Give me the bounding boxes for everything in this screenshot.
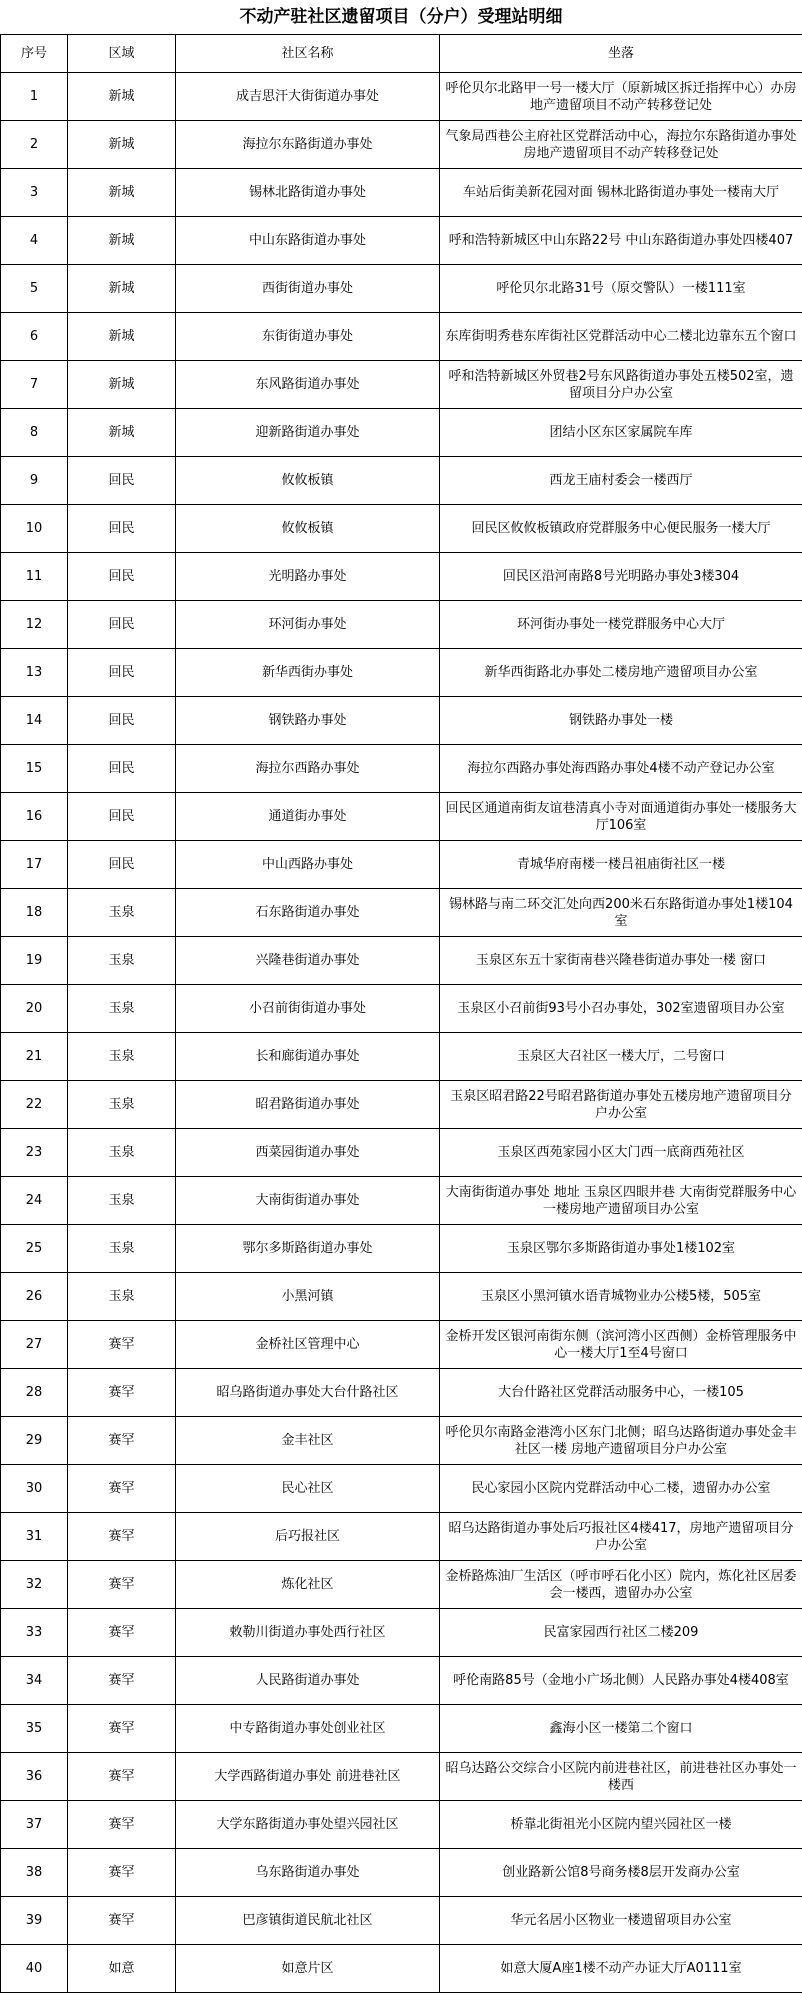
cell-index: 12 — [1, 601, 68, 649]
cell-community: 成吉思汗大街街道办事处 — [176, 73, 440, 121]
table-row — [1, 361, 802, 409]
cell-district: 回民 — [68, 649, 176, 697]
table-row — [1, 745, 802, 793]
cell-community: 人民路街道办事处 — [176, 1657, 440, 1705]
cell-index: 19 — [1, 937, 68, 985]
cell-community: 敕勒川街道办事处西行社区 — [176, 1609, 440, 1657]
table-row — [1, 1273, 802, 1321]
station-table — [0, 34, 802, 1993]
cell-address: 华元名居小区物业一楼遗留项目办公室 — [440, 1897, 802, 1945]
table-row — [1, 1177, 802, 1225]
page-title: 不动产驻社区遗留项目（分户）受理站明细 — [239, 7, 563, 27]
cell-address: 如意大厦A座1楼不动产办证大厅A0111室 — [440, 1945, 802, 1993]
cell-district: 玉泉 — [68, 1081, 176, 1129]
table-row — [1, 121, 802, 169]
cell-district: 赛罕 — [68, 1369, 176, 1417]
cell-index: 26 — [1, 1273, 68, 1321]
cell-district: 赛罕 — [68, 1513, 176, 1561]
table-row — [1, 505, 802, 553]
cell-district: 赛罕 — [68, 1321, 176, 1369]
cell-community: 环河街办事处 — [176, 601, 440, 649]
cell-index: 11 — [1, 553, 68, 601]
cell-district: 回民 — [68, 697, 176, 745]
cell-index: 15 — [1, 745, 68, 793]
cell-community: 乌东路街道办事处 — [176, 1849, 440, 1897]
cell-index: 13 — [1, 649, 68, 697]
cell-community: 昭君路街道办事处 — [176, 1081, 440, 1129]
table-row — [1, 73, 802, 121]
table-row — [1, 1033, 802, 1081]
cell-address: 呼伦贝尔北路31号（原交警队）一楼111室 — [440, 265, 802, 313]
cell-index: 39 — [1, 1897, 68, 1945]
cell-index: 27 — [1, 1321, 68, 1369]
cell-community: 金桥社区管理中心 — [176, 1321, 440, 1369]
cell-community: 中山西路办事处 — [176, 841, 440, 889]
cell-district: 新城 — [68, 409, 176, 457]
header-address: 坐落 — [440, 35, 802, 73]
cell-address: 东库街明秀巷东库街社区党群活动中心二楼北边靠东五个窗口 — [440, 313, 802, 361]
cell-index: 2 — [1, 121, 68, 169]
cell-community: 钢铁路办事处 — [176, 697, 440, 745]
cell-community: 石东路街道办事处 — [176, 889, 440, 937]
cell-district: 赛罕 — [68, 1753, 176, 1801]
cell-address: 回民区攸攸板镇政府党群服务中心便民服务一楼大厅 — [440, 505, 802, 553]
cell-index: 28 — [1, 1369, 68, 1417]
cell-district: 新城 — [68, 73, 176, 121]
cell-community: 大南街街道办事处 — [176, 1177, 440, 1225]
table-row — [1, 1321, 802, 1369]
cell-community: 东街街道办事处 — [176, 313, 440, 361]
cell-district: 赛罕 — [68, 1849, 176, 1897]
cell-address: 玉泉区鄂尔多斯路街道办事处1楼102室 — [440, 1225, 802, 1273]
cell-index: 25 — [1, 1225, 68, 1273]
table-row — [1, 601, 802, 649]
table-row — [1, 169, 802, 217]
table-row — [1, 1129, 802, 1177]
cell-address: 呼和浩特新城区外贸巷2号东风路街道办事处五楼502室，遗留项目分户办公室 — [440, 361, 802, 409]
cell-index: 37 — [1, 1801, 68, 1849]
table-row — [1, 1705, 802, 1753]
cell-district: 玉泉 — [68, 937, 176, 985]
cell-community: 攸攸板镇 — [176, 457, 440, 505]
cell-address: 昭乌达路公交综合小区院内前进巷社区，前进巷社区办事处一楼西 — [440, 1753, 802, 1801]
cell-index: 7 — [1, 361, 68, 409]
cell-address: 青城华府南楼一楼吕祖庙街社区一楼 — [440, 841, 802, 889]
cell-index: 36 — [1, 1753, 68, 1801]
cell-address: 钢铁路办事处一楼 — [440, 697, 802, 745]
cell-community: 鄂尔多斯路街道办事处 — [176, 1225, 440, 1273]
cell-address: 玉泉区昭君路22号昭君路街道办事处五楼房地产遗留项目分户办公室 — [440, 1081, 802, 1129]
table-row — [1, 841, 802, 889]
cell-index: 10 — [1, 505, 68, 553]
cell-index: 8 — [1, 409, 68, 457]
cell-address: 回民区沿河南路8号光明路办事处3楼304 — [440, 553, 802, 601]
cell-address: 呼伦贝尔南路金港湾小区东门北侧；昭乌达路街道办事处金丰社区一楼 房地产遗留项目分户办公室 — [440, 1417, 802, 1465]
cell-district: 赛罕 — [68, 1609, 176, 1657]
table-row — [1, 1369, 802, 1417]
cell-district: 玉泉 — [68, 1273, 176, 1321]
table-row — [1, 1897, 802, 1945]
cell-community: 光明路办事处 — [176, 553, 440, 601]
cell-community: 巴彦镇街道民航北社区 — [176, 1897, 440, 1945]
cell-index: 38 — [1, 1849, 68, 1897]
table-row — [1, 793, 802, 841]
table-row — [1, 1657, 802, 1705]
cell-index: 22 — [1, 1081, 68, 1129]
cell-index: 32 — [1, 1561, 68, 1609]
cell-index: 5 — [1, 265, 68, 313]
table-row — [1, 1081, 802, 1129]
cell-address: 大南街街道办事处 地址 玉泉区四眼井巷 大南街党群服务中心 一楼房地产遗留项目办公室 — [440, 1177, 802, 1225]
table-row — [1, 313, 802, 361]
cell-community: 东风路街道办事处 — [176, 361, 440, 409]
cell-community: 后巧报社区 — [176, 1513, 440, 1561]
cell-district: 赛罕 — [68, 1417, 176, 1465]
cell-district: 玉泉 — [68, 1129, 176, 1177]
cell-district: 回民 — [68, 745, 176, 793]
header-community: 社区名称 — [176, 35, 440, 73]
cell-address: 民心家园小区院内党群活动中心二楼，遗留办办公室 — [440, 1465, 802, 1513]
cell-district: 玉泉 — [68, 1033, 176, 1081]
cell-address: 玉泉区大召社区一楼大厅，二号窗口 — [440, 1033, 802, 1081]
table-row — [1, 1849, 802, 1897]
table-row — [1, 649, 802, 697]
cell-district: 回民 — [68, 553, 176, 601]
cell-address: 玉泉区小召前街93号小召办事处，302室遗留项目办公室 — [440, 985, 802, 1033]
cell-district: 新城 — [68, 121, 176, 169]
cell-district: 赛罕 — [68, 1561, 176, 1609]
cell-community: 海拉尔西路办事处 — [176, 745, 440, 793]
cell-index: 29 — [1, 1417, 68, 1465]
cell-community: 攸攸板镇 — [176, 505, 440, 553]
cell-address: 昭乌达路街道办事处后巧报社区4楼417，房地产遗留项目分户办公室 — [440, 1513, 802, 1561]
table-row — [1, 1561, 802, 1609]
cell-community: 兴隆巷街道办事处 — [176, 937, 440, 985]
table-row — [1, 1465, 802, 1513]
cell-district: 回民 — [68, 601, 176, 649]
cell-district: 新城 — [68, 265, 176, 313]
cell-community: 金丰社区 — [176, 1417, 440, 1465]
cell-district: 回民 — [68, 505, 176, 553]
cell-community: 中山东路街道办事处 — [176, 217, 440, 265]
cell-index: 30 — [1, 1465, 68, 1513]
cell-district: 新城 — [68, 169, 176, 217]
cell-district: 玉泉 — [68, 985, 176, 1033]
cell-community: 通道街办事处 — [176, 793, 440, 841]
cell-district: 玉泉 — [68, 1225, 176, 1273]
table-row — [1, 1801, 802, 1849]
cell-address: 气象局西巷公主府社区党群活动中心，海拉尔东路街道办事处房地产遗留项目不动产转移登记处 — [440, 121, 802, 169]
cell-address: 创业路新公馆8号商务楼8层开发商办公室 — [440, 1849, 802, 1897]
cell-index: 35 — [1, 1705, 68, 1753]
table-row — [1, 265, 802, 313]
table-row — [1, 553, 802, 601]
cell-community: 长和廊街道办事处 — [176, 1033, 440, 1081]
cell-community: 西菜园街道办事处 — [176, 1129, 440, 1177]
cell-district: 回民 — [68, 457, 176, 505]
cell-address: 玉泉区西苑家园小区大门西一底商西苑社区 — [440, 1129, 802, 1177]
table-row — [1, 985, 802, 1033]
table-row — [1, 409, 802, 457]
cell-index: 9 — [1, 457, 68, 505]
cell-address: 金桥开发区银河南街东侧（滨河湾小区西侧）金桥管理服务中心一楼大厅1至4号窗口 — [440, 1321, 802, 1369]
cell-address: 鑫海小区一楼第二个窗口 — [440, 1705, 802, 1753]
cell-community: 新华西街办事处 — [176, 649, 440, 697]
cell-address: 环河街办事处一楼党群服务中心大厅 — [440, 601, 802, 649]
cell-index: 3 — [1, 169, 68, 217]
cell-district: 如意 — [68, 1945, 176, 1993]
cell-address: 大台什路社区党群活动服务中心，一楼105 — [440, 1369, 802, 1417]
cell-address: 新华西街路北办事处二楼房地产遗留项目办公室 — [440, 649, 802, 697]
cell-index: 34 — [1, 1657, 68, 1705]
table-row — [1, 1513, 802, 1561]
table-row — [1, 1225, 802, 1273]
table-row — [1, 1753, 802, 1801]
cell-community: 中专路街道办事处创业社区 — [176, 1705, 440, 1753]
cell-district: 赛罕 — [68, 1465, 176, 1513]
cell-index: 31 — [1, 1513, 68, 1561]
cell-index: 18 — [1, 889, 68, 937]
cell-community: 小黑河镇 — [176, 1273, 440, 1321]
cell-index: 33 — [1, 1609, 68, 1657]
cell-address: 桥靠北街祖光小区院内望兴园社区一楼 — [440, 1801, 802, 1849]
cell-community: 锡林北路街道办事处 — [176, 169, 440, 217]
cell-community: 如意片区 — [176, 1945, 440, 1993]
cell-address: 海拉尔西路办事处海西路办事处4楼不动产登记办公室 — [440, 745, 802, 793]
cell-index: 23 — [1, 1129, 68, 1177]
cell-district: 玉泉 — [68, 889, 176, 937]
cell-address: 西龙王庙村委会一楼西厅 — [440, 457, 802, 505]
cell-address: 回民区通道南街友谊巷清真小寺对面通道街办事处一楼服务大厅106室 — [440, 793, 802, 841]
cell-district: 赛罕 — [68, 1657, 176, 1705]
cell-index: 17 — [1, 841, 68, 889]
cell-address: 团结小区东区家属院车库 — [440, 409, 802, 457]
cell-community: 西街街道办事处 — [176, 265, 440, 313]
cell-address: 呼伦贝尔北路甲一号一楼大厅（原新城区拆迁指挥中心）办房地产遗留项目不动产转移登记处 — [440, 73, 802, 121]
cell-index: 14 — [1, 697, 68, 745]
cell-address: 车站后街美新花园对面 锡林北路街道办事处一楼南大厅 — [440, 169, 802, 217]
header-district: 区域 — [68, 35, 176, 73]
cell-district: 回民 — [68, 793, 176, 841]
table-row — [1, 889, 802, 937]
table-row — [1, 697, 802, 745]
cell-district: 赛罕 — [68, 1801, 176, 1849]
cell-community: 民心社区 — [176, 1465, 440, 1513]
cell-district: 赛罕 — [68, 1897, 176, 1945]
cell-index: 40 — [1, 1945, 68, 1993]
cell-address: 锡林路与南二环交汇处向西200米石东路街道办事处1楼104室 — [440, 889, 802, 937]
header-index: 序号 — [1, 35, 68, 73]
table-row — [1, 1945, 802, 1993]
cell-index: 1 — [1, 73, 68, 121]
cell-community: 海拉尔东路街道办事处 — [176, 121, 440, 169]
table-row — [1, 937, 802, 985]
cell-district: 新城 — [68, 361, 176, 409]
cell-address: 玉泉区小黑河镇水语青城物业办公楼5楼，505室 — [440, 1273, 802, 1321]
cell-community: 炼化社区 — [176, 1561, 440, 1609]
table-row — [1, 1417, 802, 1465]
table-row — [1, 1609, 802, 1657]
cell-index: 24 — [1, 1177, 68, 1225]
cell-district: 玉泉 — [68, 1177, 176, 1225]
cell-address: 呼和浩特新城区中山东路22号 中山东路街道办事处四楼407 — [440, 217, 802, 265]
cell-address: 呼伦南路85号（金地小广场北侧）人民路办事处4楼408室 — [440, 1657, 802, 1705]
cell-community: 大学东路街道办事处望兴园社区 — [176, 1801, 440, 1849]
cell-community: 昭乌路街道办事处大台什路社区 — [176, 1369, 440, 1417]
cell-index: 6 — [1, 313, 68, 361]
cell-index: 21 — [1, 1033, 68, 1081]
cell-address: 民富家园西行社区二楼209 — [440, 1609, 802, 1657]
cell-address: 金桥路炼油厂生活区（呼市呼石化小区）院内，炼化社区居委会一楼西，遗留办办公室 — [440, 1561, 802, 1609]
cell-district: 回民 — [68, 841, 176, 889]
cell-address: 玉泉区东五十家街南巷兴隆巷街道办事处一楼 窗口 — [440, 937, 802, 985]
cell-index: 4 — [1, 217, 68, 265]
table-header-row — [1, 35, 802, 73]
cell-community: 小召前街街道办事处 — [176, 985, 440, 1033]
cell-community: 大学西路街道办事处 前进巷社区 — [176, 1753, 440, 1801]
table-row — [1, 217, 802, 265]
cell-community: 迎新路街道办事处 — [176, 409, 440, 457]
cell-index: 20 — [1, 985, 68, 1033]
cell-district: 赛罕 — [68, 1705, 176, 1753]
cell-index: 16 — [1, 793, 68, 841]
cell-district: 新城 — [68, 217, 176, 265]
table-row — [1, 457, 802, 505]
cell-district: 新城 — [68, 313, 176, 361]
